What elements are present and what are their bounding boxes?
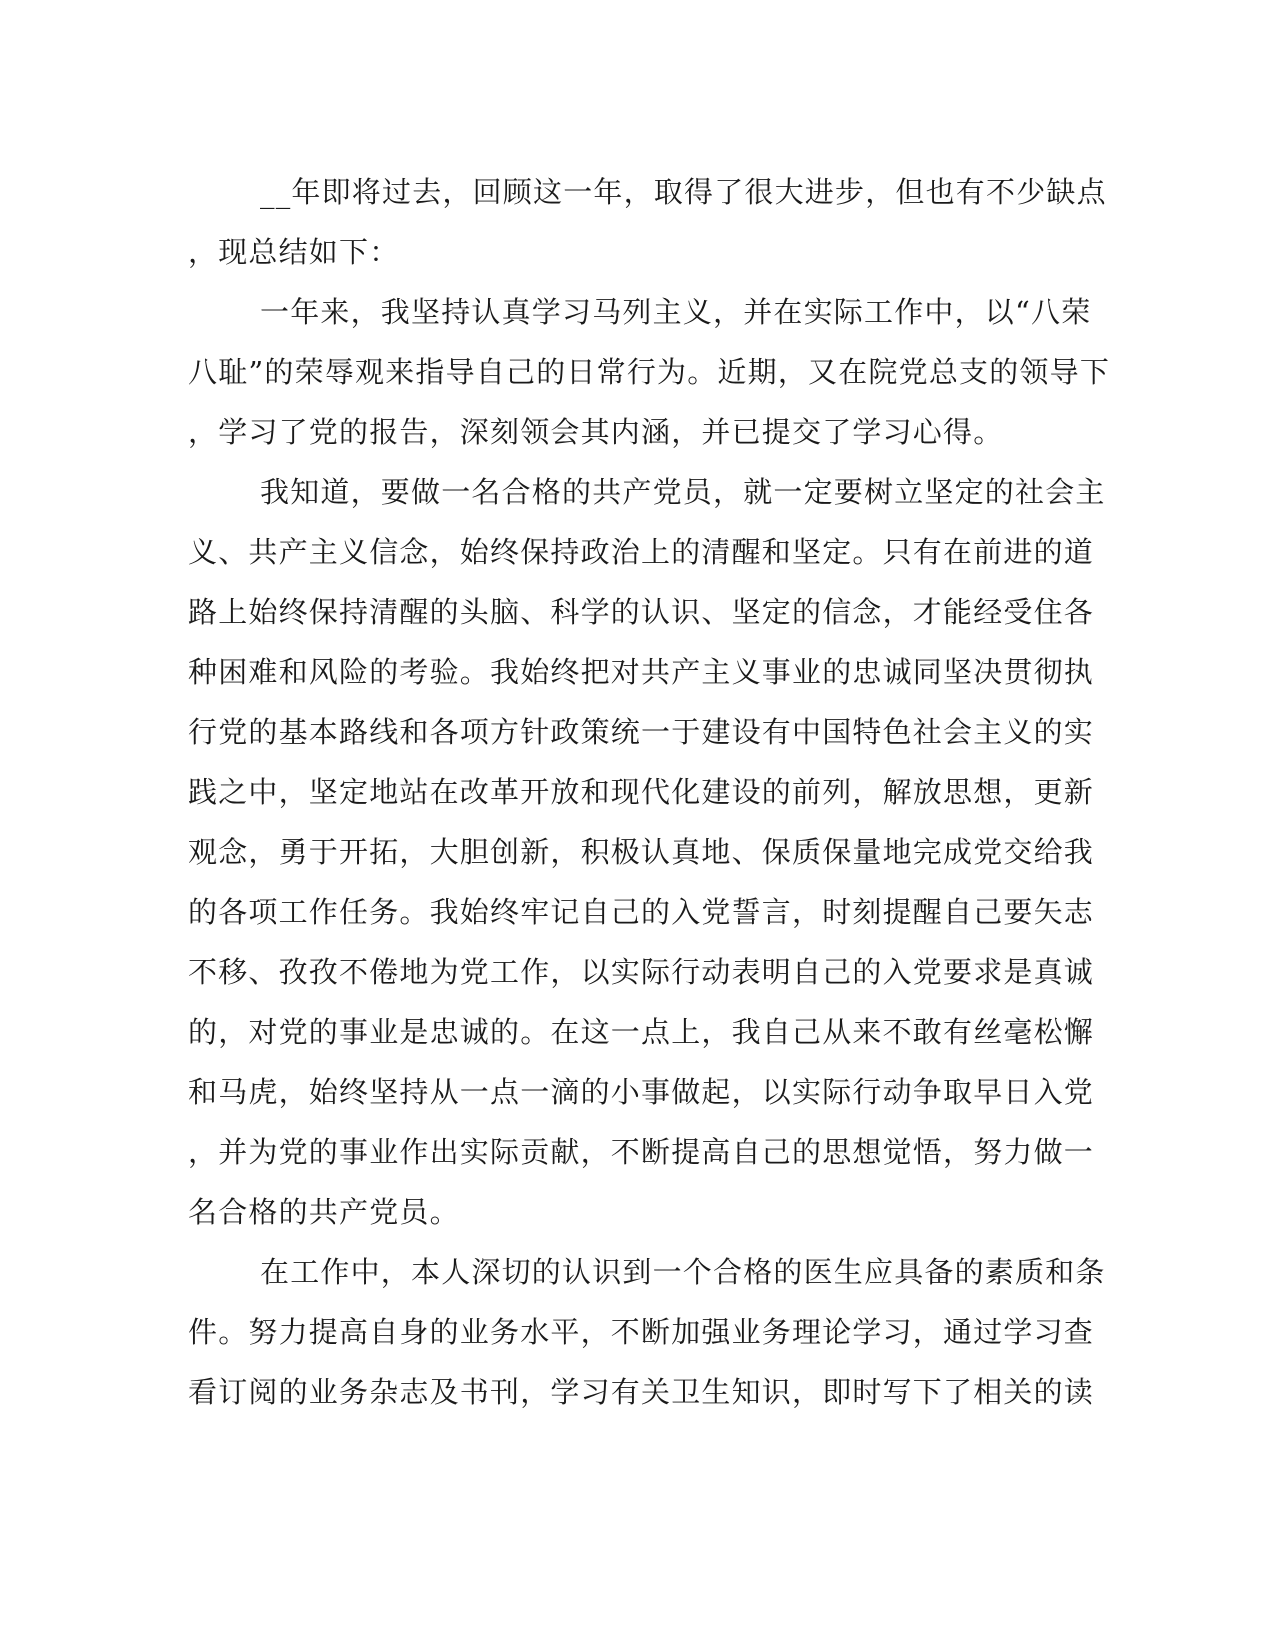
paragraph-line: 看订阅的业务杂志及书刊，学习有关卫生知识，即时写下了相关的读 xyxy=(188,1375,1095,1409)
paragraph-line: 践之中，坚定地站在改革开放和现代化建设的前列，解放思想，更新 xyxy=(188,775,1095,809)
document-body xyxy=(188,162,1111,1422)
paragraph-line: ，并为党的事业作出实际贡献，不断提高自己的思想觉悟，努力做一 xyxy=(188,1135,1095,1169)
paragraph-line: 义、共产主义信念，始终保持政治上的清醒和坚定。只有在前进的道 xyxy=(188,535,1095,569)
paragraph-line: 件。努力提高自身的业务水平，不断加强业务理论学习，通过学习查 xyxy=(188,1315,1095,1349)
paragraph-line: 一年来，我坚持认真学习马列主义，并在实际工作中，以“八荣 xyxy=(260,295,1092,329)
paragraph-line: 在工作中，本人深切的认识到一个合格的医生应具备的素质和条 xyxy=(260,1255,1106,1289)
paragraph-line: ，现总结如下： xyxy=(188,235,400,269)
paragraph-3 xyxy=(188,462,1106,1242)
paragraph-line: 观念，勇于开拓，大胆创新，积极认真地、保质保量地完成党交给我 xyxy=(188,835,1095,869)
paragraph-4 xyxy=(188,1242,1106,1422)
paragraph-line: ，学习了党的报告，深刻领会其内涵，并已提交了学习心得。 xyxy=(188,415,1004,449)
paragraph-line: 行党的基本路线和各项方针政策统一于建设有中国特色社会主义的实 xyxy=(188,715,1095,749)
paragraph-line: 的各项工作任务。我始终牢记自己的入党誓言，时刻提醒自己要矢志 xyxy=(188,895,1095,929)
paragraph-line: 的，对党的事业是忠诚的。在这一点上，我自己从来不敢有丝毫松懈 xyxy=(188,1015,1095,1049)
paragraph-line: 种困难和风险的考验。我始终把对共产主义事业的忠诚同坚决贯彻执 xyxy=(188,655,1095,689)
paragraph-2 xyxy=(188,282,1111,462)
paragraph-line: 我知道，要做一名合格的共产党员，就一定要树立坚定的社会主 xyxy=(260,475,1106,509)
paragraph-line: 和马虎，始终坚持从一点一滴的小事做起，以实际行动争取早日入党 xyxy=(188,1075,1095,1109)
paragraph-1 xyxy=(188,162,1107,282)
paragraph-line: 八耻”的荣辱观来指导自己的日常行为。近期，又在院党总支的领导下 xyxy=(188,355,1111,389)
paragraph-line: 名合格的共产党员。 xyxy=(188,1195,460,1229)
paragraph-line: 不移、孜孜不倦地为党工作，以实际行动表明自己的入党要求是真诚 xyxy=(188,955,1095,989)
paragraph-line: 路上始终保持清醒的头脑、科学的认识、坚定的信念，才能经受住各 xyxy=(188,595,1095,629)
paragraph-line: __年即将过去，回顾这一年，取得了很大进步，但也有不少缺点 xyxy=(260,175,1107,209)
